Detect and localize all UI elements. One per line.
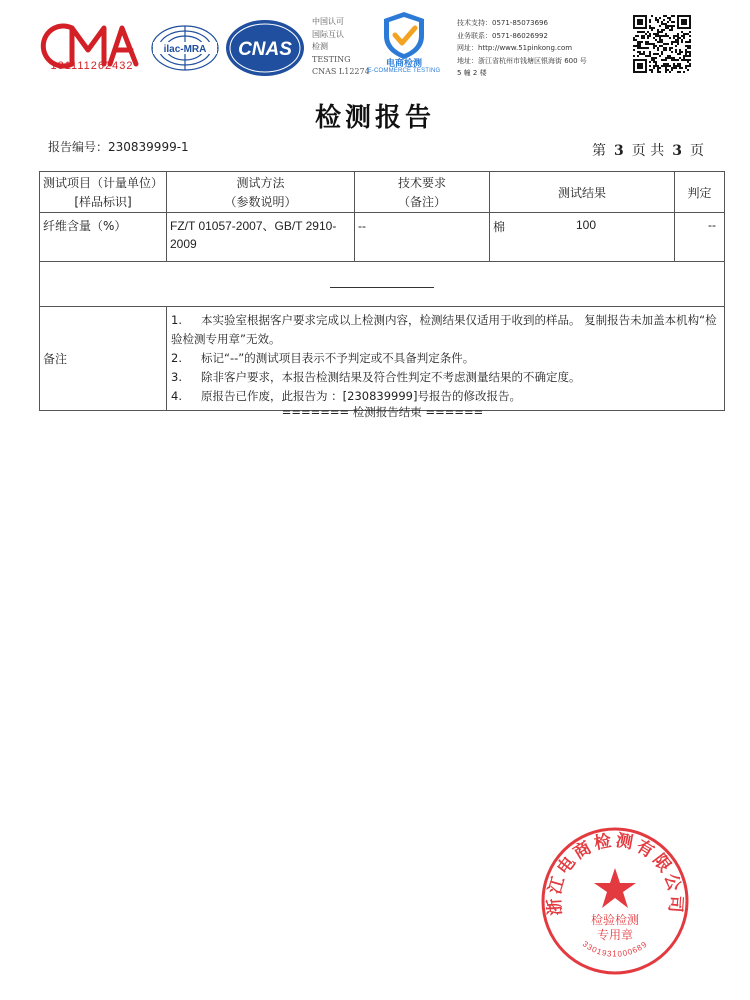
header-test-method: 测试方法 （参数说明） (167, 172, 355, 213)
test-results-table (39, 171, 725, 411)
result-material: 棉 (493, 220, 506, 234)
accreditation-line: 国际互认 (312, 29, 344, 39)
item-cell: 纤维含量（%） (40, 213, 167, 262)
contact-info (457, 17, 587, 80)
note-item: 4. 原报告已作废，此报告为 ：[230839999]号报告的修改报告。 (171, 389, 521, 403)
accreditation-line: CNAS L12274 (312, 67, 370, 76)
ecommerce-testing-title: 电商检测 (385, 59, 422, 69)
contact-line: 地址：浙江省杭州市钱塘区银海街 600 号 (457, 56, 587, 65)
result-value: 100 (576, 218, 597, 232)
header-verdict: 判定 (675, 172, 725, 213)
accreditation-line: TESTING (312, 54, 351, 64)
contact-line: 业务联系：0571-86026992 (457, 31, 548, 40)
star-icon (594, 868, 636, 908)
note-item: 2. 标记“--”的测试项目表示不予判定或不具备判定条件。 (171, 351, 475, 365)
contact-line: 5 幢 2 楼 (457, 69, 487, 77)
ilac-logo-text: ilac-MRA (163, 44, 207, 55)
report-end-marker: ======= 检测报告结束 ====== (281, 405, 484, 419)
page-suffix: 页 (690, 143, 704, 159)
page-indicator (592, 140, 704, 160)
blank-cell (40, 262, 725, 307)
header-requirement: 技术要求 （备注） (355, 172, 490, 213)
cma-number: 181111262432 (50, 60, 134, 72)
cnas-logo (224, 18, 306, 78)
contact-line: 技术支持：0571-85073696 (457, 19, 548, 27)
ilac-mra-logo (150, 22, 220, 74)
accreditation-line: 检测 (312, 42, 328, 51)
page-mid: 页 共 (631, 143, 665, 159)
contact-line: 网址：http://www.51pinkong.com (457, 44, 573, 52)
seal-line1: 检验检测 (590, 913, 640, 927)
svg-text:3301931000689 (581, 939, 649, 958)
notes-cell (167, 307, 725, 411)
page-prefix: 第 (592, 143, 607, 159)
note-item: 1. 本实验室根据客户要求完成以上检测内容，检测结果仅适用于收到的样品。 复制报告未加盖本机构“检验检测专用章”无效。 (171, 313, 717, 346)
table-header-row (40, 172, 725, 213)
company-seal (540, 826, 690, 976)
verdict-cell: -- (675, 213, 725, 262)
notes-label: 备注 (40, 307, 167, 411)
header-test-item: 测试项目（计量单位） [样品标识] (40, 172, 167, 213)
page-total: 3 (672, 143, 682, 159)
note-item: 3. 除非客户要求，本报告检测结果及符合性判定不考虑测量结果的不确定度。 (171, 370, 581, 384)
report-title: 检测报告 (314, 103, 435, 133)
requirement-cell: -- (355, 213, 490, 262)
seal-company-name: 浙江电商检测有限公司 (544, 830, 686, 917)
page-current: 3 (614, 143, 624, 159)
result-cell (490, 213, 675, 262)
table-row (40, 213, 725, 262)
table-blank-row (40, 262, 725, 307)
accreditation-line: 中国认可 (312, 17, 344, 26)
cnas-logo-text: CNAS (238, 39, 292, 60)
header-result: 测试结果 (490, 172, 675, 213)
divider (330, 287, 434, 288)
notes-row (40, 307, 725, 411)
seal-number: 3301931000689 (580, 939, 650, 959)
report-number: 报告编号：230839999-1 (48, 140, 189, 154)
qr-code (633, 15, 691, 73)
method-cell: FZ/T 01057-2007、GB/T 2910-2009 (167, 213, 355, 262)
ecommerce-testing-subtitle: E-COMMERCE TESTING (367, 68, 441, 74)
seal-line2: 专用章 (596, 928, 634, 942)
